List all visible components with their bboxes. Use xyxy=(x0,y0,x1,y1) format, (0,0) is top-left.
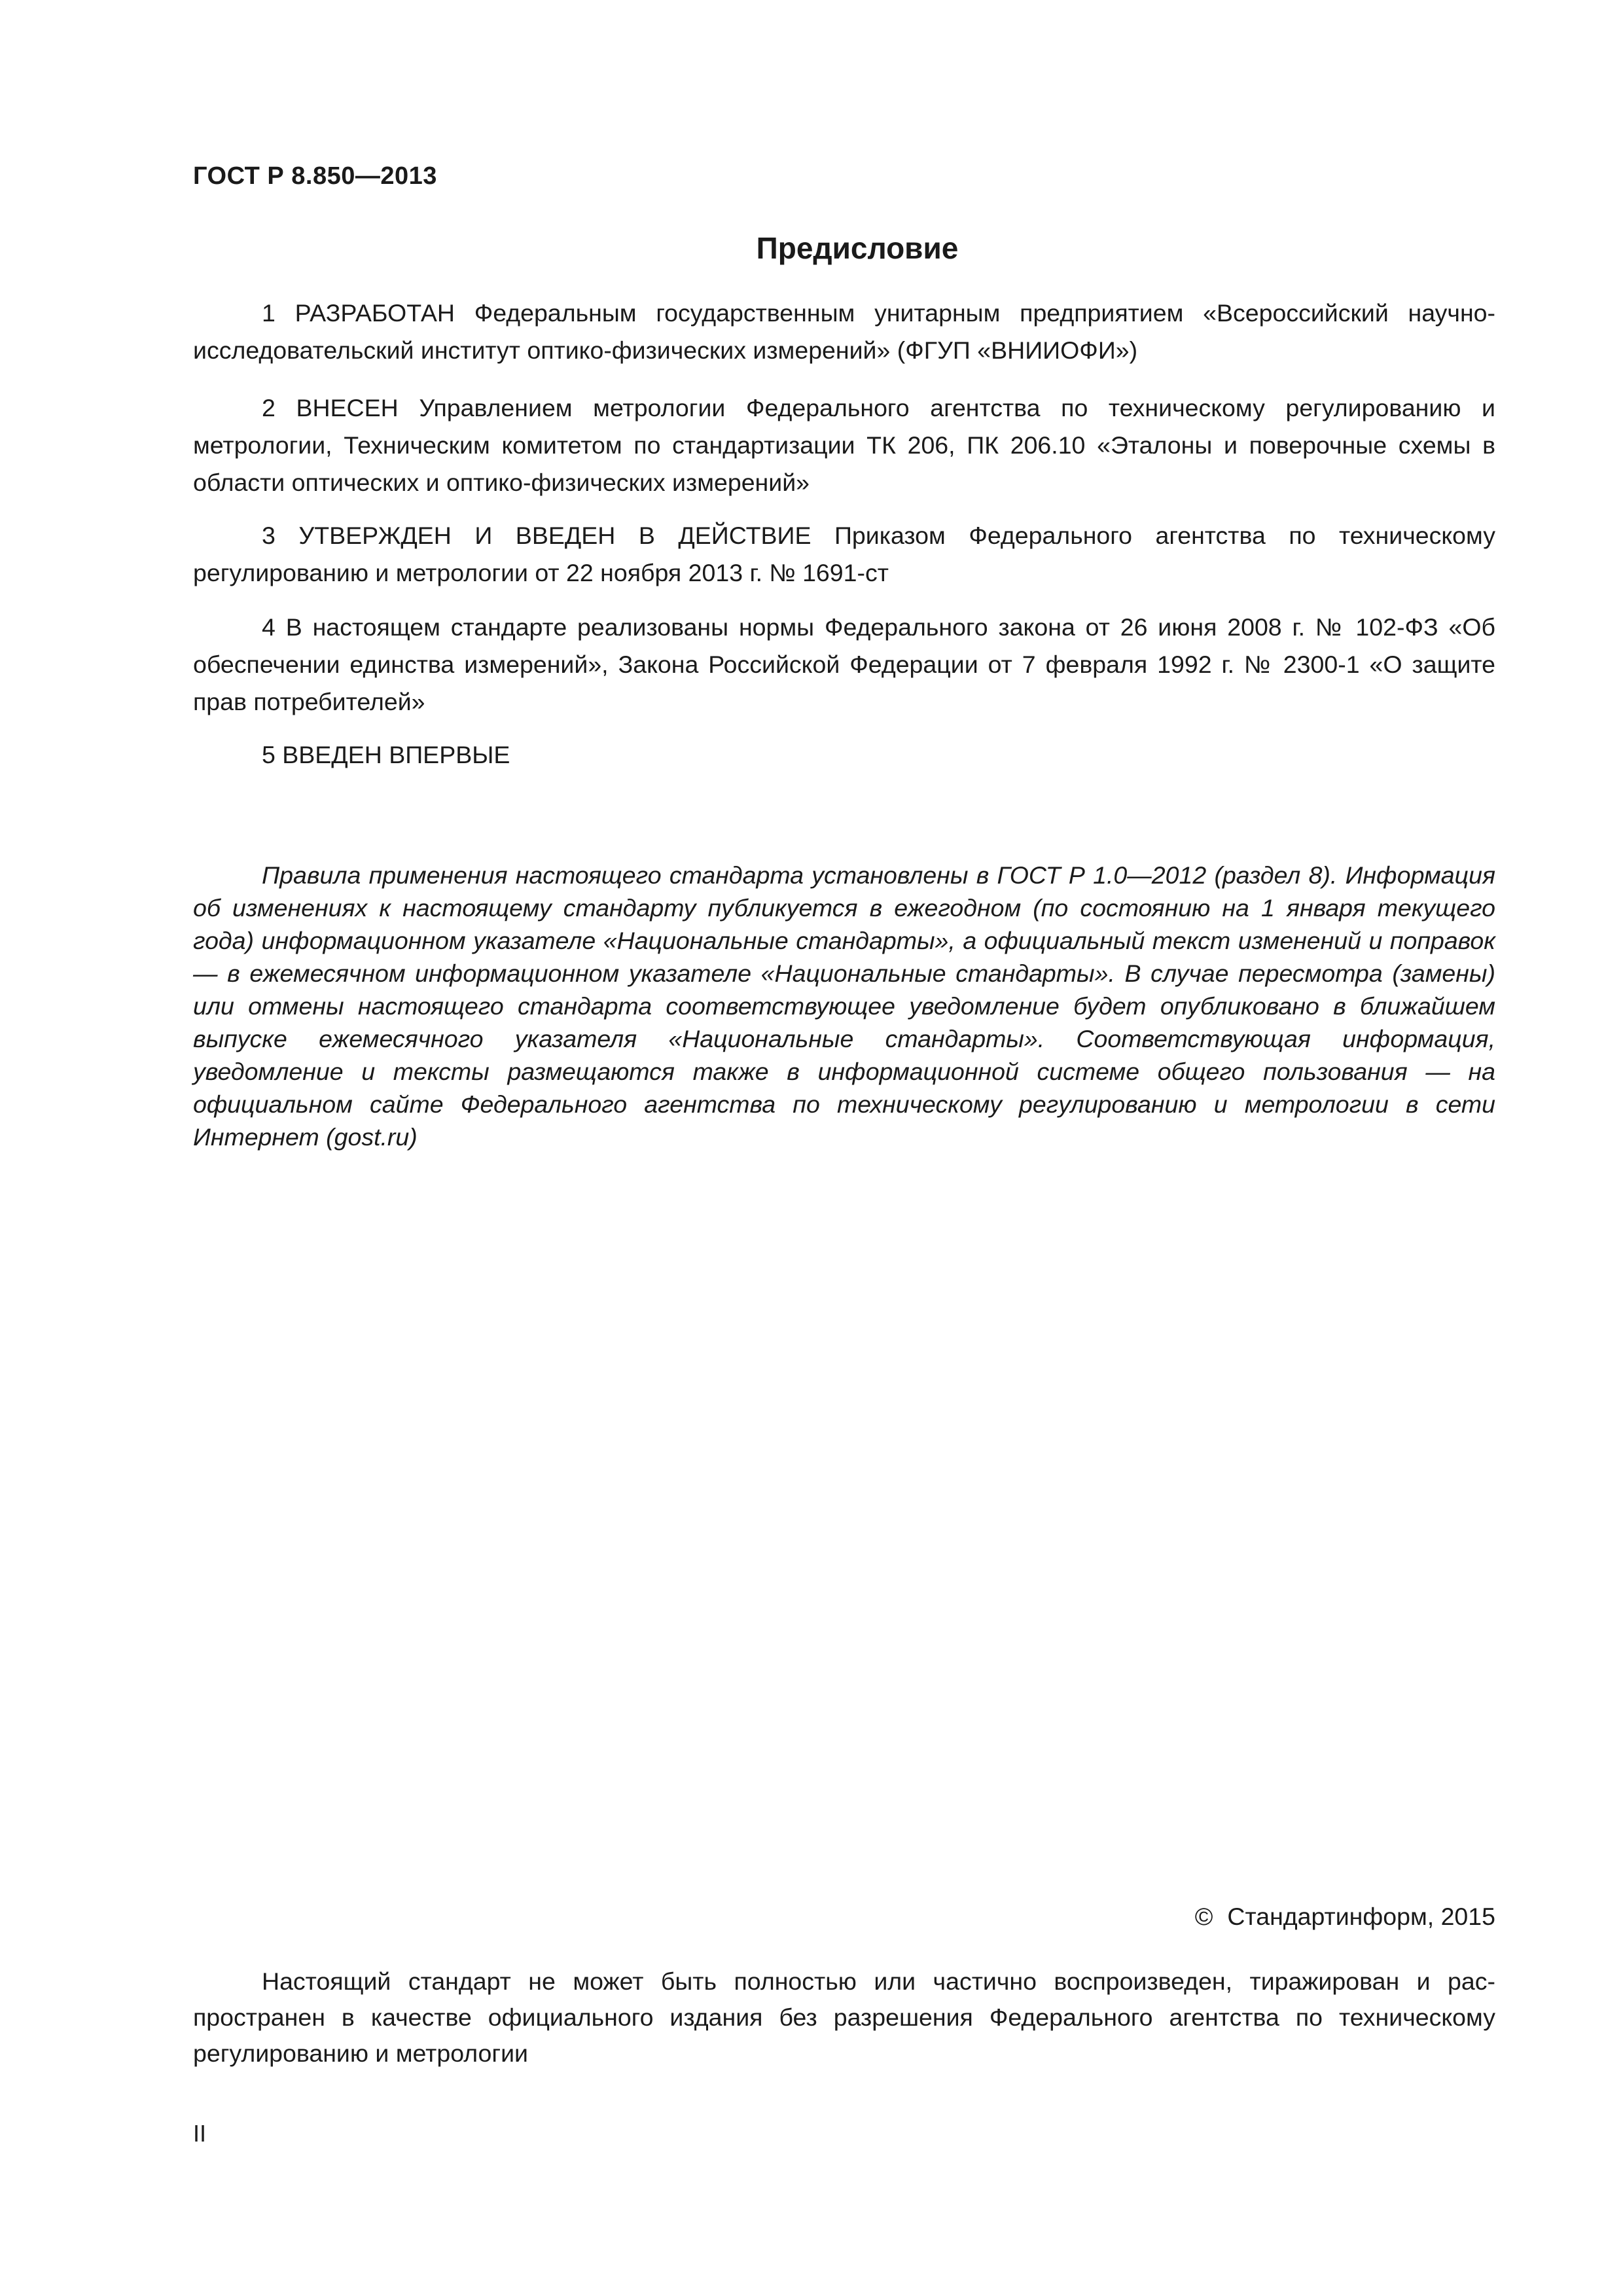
document-code: ГОСТ Р 8.850—2013 xyxy=(193,162,437,190)
preface-item-legal-norms: 4 В настоящем стандарте реализованы нормы Федерального закона от 26 июня 2008 г. № 102-ФЗ «Об обеспечении единства измерений», Закона Российской Федерации от 7 февраля 1992 г. № 2300-1 «О защите прав потребителей» xyxy=(193,613,1495,715)
copyright-line xyxy=(1195,1903,1495,1931)
preface-item-submitted: 2 ВНЕСЕН Управлением метрологии Федерального агентства по техническому регулированию и метрологии, Техническим комитетом по стандартизации ТК 206, ПК 206.10 «Эталоны и поверочные схемы в области оптических и оптико-физических измерений» xyxy=(193,394,1495,496)
reproduction-restriction: Настоящий стандарт не может быть полностью или частично воспроизведен, тиражирован и распространен в качестве официального издания без разрешения Федерального агентства по техническому регулированию и метрологии xyxy=(193,1967,1495,2067)
application-rules-notice: Правила применения настоящего стандарта установлены в ГОСТ Р 1.0—2012 (раздел 8). Информация об изменениях к настоящему стандарту публикуется в ежегодном (по состоянию на 1 января текущего года) информационном указателе «Национальные стандарты», а официальный текст изменений и поправок — в ежемесячном информационном указателе «Национальные стандарты». В случае пересмотра (замены) или отмены настоящего стандарта соответствующее уведомление будет опубликовано в ближайшем выпуске ежемесячного указателя «Национальные стандарты». Соответствующая информация, уведомление и тексты размещаются также в информационной системе общего пользования — на официальном сайте Федерального агентства по техническому регулированию и метрологии в сети Интернет (gost.ru) xyxy=(193,861,1495,1151)
preface-item-developed: 1 РАЗРАБОТАН Федеральным государственным унитарным предприятием «Всероссийский научно-исследовательский институт оптико-физических измерений» (ФГУП «ВНИИОФИ») xyxy=(193,299,1495,364)
preface-item-approved: 3 УТВЕРЖДЕН И ВВЕДЕН В ДЕЙСТВИЕ Приказом Федерального агентства по техническому регулированию и метрологии от 22 ноября 2013 г. № 1691-ст xyxy=(193,522,1495,586)
page-title: Предисловие xyxy=(756,231,959,265)
copyright-icon: © xyxy=(1194,1903,1213,1930)
preface-item-first-introduced: 5 ВВЕДЕН ВПЕРВЫЕ xyxy=(262,741,510,768)
copyright-text: Стандартинформ, 2015 xyxy=(1227,1903,1495,1930)
page-number: II xyxy=(193,2120,207,2147)
